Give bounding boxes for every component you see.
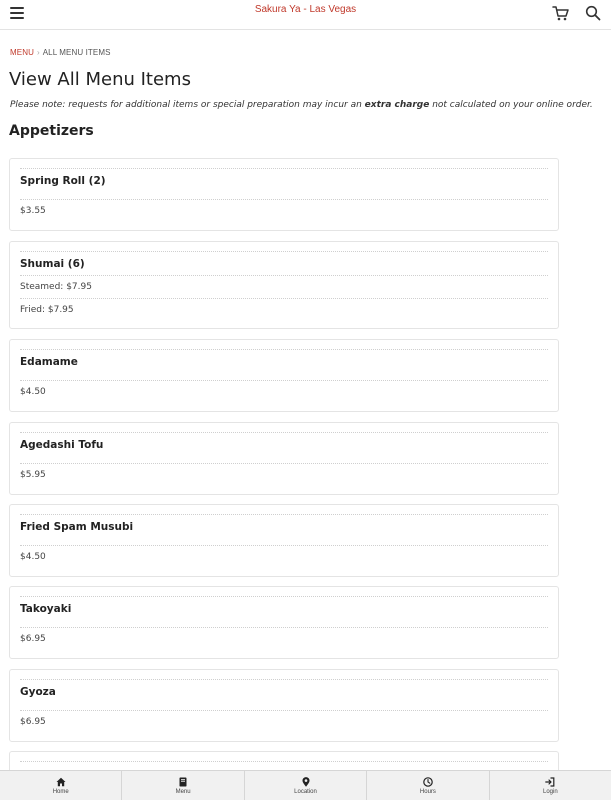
cart-icon[interactable]: [552, 5, 570, 21]
item-price: Steamed: $7.95: [20, 275, 548, 292]
item-price: $6.95: [20, 710, 548, 727]
extra-charge-note: [10, 100, 593, 110]
item-name: Agedashi Tofu: [20, 439, 104, 451]
login-icon: [545, 777, 555, 787]
nav-label: Home: [52, 788, 69, 795]
item-name: Spring Roll (2): [20, 175, 106, 187]
nav-label: Location: [294, 788, 317, 795]
item-price: $5.95: [20, 463, 548, 480]
note-emphasis: extra charge: [364, 100, 430, 110]
page-title: View All Menu Items: [9, 69, 191, 90]
section-title-appetizers: Appetizers: [9, 123, 94, 139]
home-icon: [56, 777, 66, 787]
nav-home[interactable]: [0, 771, 122, 800]
nav-label: Login: [542, 788, 558, 795]
nav-hours[interactable]: [367, 771, 489, 800]
menu-item-spring-roll[interactable]: [9, 158, 559, 231]
breadcrumb-menu-link[interactable]: MENU: [10, 48, 34, 57]
nav-login[interactable]: [490, 771, 611, 800]
note-text-after: not calculated on your online order.: [429, 100, 593, 110]
item-name: Takoyaki: [20, 603, 72, 615]
note-text-before: Please note: requests for additional items or special preparation may incur an: [10, 100, 365, 110]
search-icon[interactable]: [585, 5, 601, 21]
item-name: Shumai (6): [20, 258, 85, 270]
item-price: $3.55: [20, 199, 548, 216]
item-price: $6.95: [20, 627, 548, 644]
item-price: Fried: $7.95: [20, 298, 548, 315]
book-icon: [178, 777, 188, 787]
bottom-nav: [0, 770, 611, 800]
item-name: Gyoza: [20, 686, 56, 698]
nav-label: Menu: [175, 788, 191, 795]
top-bar: [0, 0, 611, 30]
item-name: Edamame: [20, 356, 78, 368]
item-price: $4.50: [20, 545, 548, 562]
menu-item-gyoza[interactable]: [9, 669, 559, 742]
item-name: Fried Spam Musubi: [20, 521, 134, 533]
menu-item-takoyaki[interactable]: [9, 586, 559, 659]
breadcrumb-separator: ›: [36, 48, 40, 57]
breadcrumb-current: ALL MENU ITEMS: [42, 48, 111, 57]
nav-location[interactable]: [245, 771, 367, 800]
nav-label: Hours: [419, 788, 436, 795]
menu-item-edamame[interactable]: [9, 339, 559, 412]
menu-item-agedashi-tofu[interactable]: [9, 422, 559, 495]
menu-item-fried-spam-musubi[interactable]: [9, 504, 559, 577]
menu-item-shumai[interactable]: [9, 241, 559, 329]
site-title[interactable]: Sakura Ya - Las Vegas: [254, 4, 357, 15]
breadcrumb: [10, 48, 111, 57]
nav-menu[interactable]: [122, 771, 244, 800]
item-price: $4.50: [20, 380, 548, 397]
map-pin-icon: [301, 777, 311, 787]
clock-icon: [423, 777, 433, 787]
